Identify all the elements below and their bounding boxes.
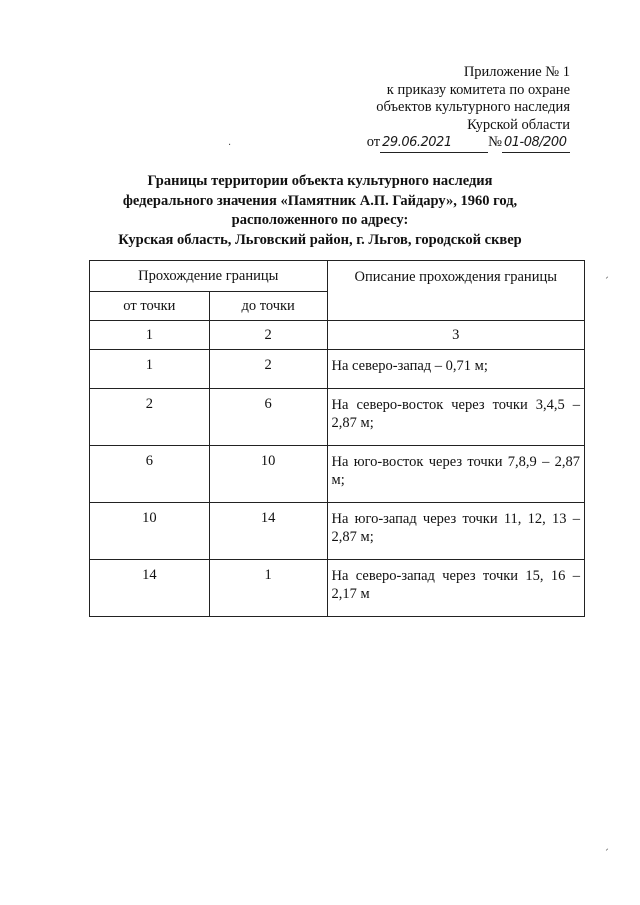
description-cell: На северо-восток через точки 3,4,5 – 2,87 м; [327, 389, 584, 446]
order-number-handwritten: 01-08/200 [502, 134, 570, 153]
description-cell: На юго-восток через точки 7,8,9 – 2,87 м; [327, 446, 584, 503]
appendix-committee: объектов культурного наследия [376, 99, 570, 115]
from-point-cell: 6 [90, 446, 210, 503]
column-number: 2 [209, 321, 327, 350]
date-prefix: от [366, 134, 381, 150]
table-row [90, 389, 585, 446]
table-row [90, 350, 585, 389]
header-boundary-passage: Прохождение границы [90, 261, 328, 292]
appendix-order-ref: к приказу комитета по охране [386, 81, 570, 98]
order-date-number-line [367, 134, 570, 153]
title-line-3: расположенного по адресу: [231, 212, 409, 228]
to-point-cell: 1 [209, 560, 327, 617]
number-prefix: № [488, 134, 502, 150]
description-cell: На северо-запад через точки 15, 16 – 2,17 м [327, 560, 584, 617]
table-row [90, 503, 585, 560]
header-to-point: до точки [209, 292, 327, 321]
scan-speck: ˏ [604, 840, 609, 851]
from-point-cell: 2 [90, 389, 210, 446]
appendix-region: Курской области [467, 116, 570, 133]
title-line-4: Курская область, Льговский район, г. Льгов, городской сквер [118, 231, 522, 248]
appendix-block [367, 64, 570, 153]
boundary-table [89, 260, 585, 617]
from-point-cell: 14 [90, 560, 210, 617]
document-title [0, 172, 640, 250]
column-number: 1 [90, 321, 210, 350]
from-point-cell: 10 [90, 503, 210, 560]
scan-speck: · [228, 140, 232, 151]
description-cell: На северо-запад – 0,71 м; [327, 350, 584, 389]
to-point-cell: 10 [209, 446, 327, 503]
to-point-cell: 14 [209, 503, 327, 560]
header-from-point: от точки [90, 292, 210, 321]
header-boundary-description: Описание прохождения границы [327, 261, 584, 321]
to-point-cell: 6 [209, 389, 327, 446]
appendix-number: Приложение № 1 [463, 64, 570, 80]
description-cell: На юго-запад через точки 11, 12, 13 – 2,87 м; [327, 503, 584, 560]
title-line-2: федерального значения «Памятник А.П. Гайдару», 1960 год, [122, 192, 518, 209]
to-point-cell: 2 [209, 350, 327, 389]
table-row [90, 446, 585, 503]
order-date-handwritten: 29.06.2021 [380, 134, 488, 153]
column-number-row [90, 321, 585, 350]
from-point-cell: 1 [90, 350, 210, 389]
column-number: 3 [327, 321, 584, 350]
title-line-1: Границы территории объекта культурного наследия [147, 173, 493, 189]
scan-speck: ˏ [604, 268, 609, 279]
table-row [90, 560, 585, 617]
